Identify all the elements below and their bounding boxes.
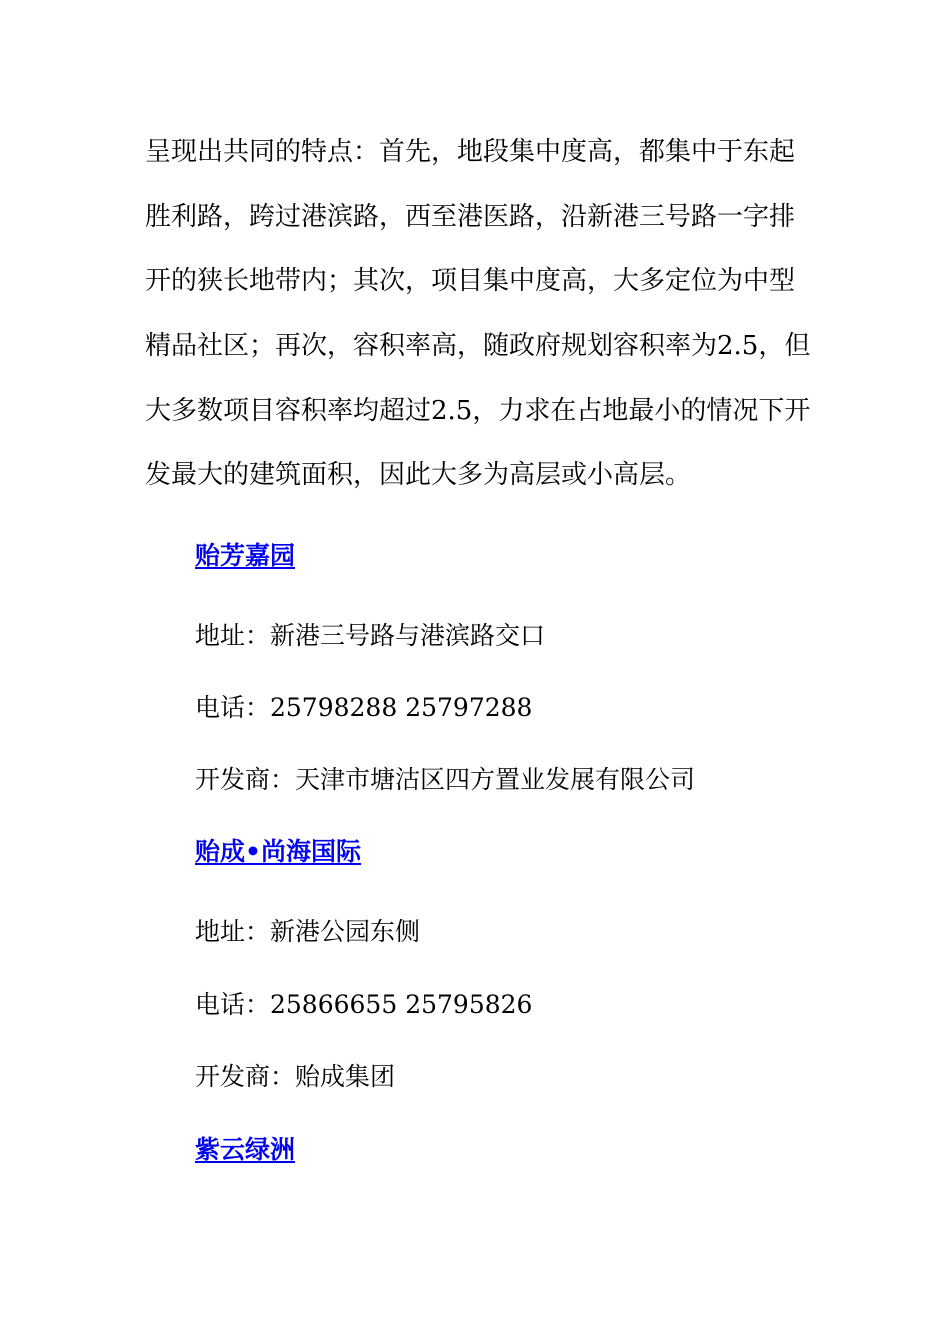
project-developer: 开发商：天津市塘沽区四方置业发展有限公司 — [195, 765, 696, 794]
project-address: 地址：新港公园东侧 — [195, 917, 421, 946]
intro-paragraph-line: 精品社区；再次，容积率高，随政府规划容积率为2.5，但 — [145, 331, 811, 361]
project-developer: 开发商：贻成集团 — [195, 1062, 396, 1091]
project-link-yifang-jiayuan[interactable]: 贻芳嘉园 — [195, 541, 296, 570]
intro-paragraph-line: 发最大的建筑面积，因此大多为高层或小高层。 — [145, 460, 692, 490]
intro-paragraph-line: 胜利路，跨过港滨路，西至港医路，沿新港三号路一字排 — [145, 202, 796, 232]
project-phone: 电话：25798288 25797288 — [195, 693, 533, 722]
intro-paragraph-line: 大多数项目容积率均超过2.5，力求在占地最小的情况下开 — [145, 396, 811, 426]
intro-paragraph-line: 开的狭长地带内；其次，项目集中度高，大多定位为中型 — [145, 266, 796, 296]
project-phone: 电话：25866655 25795826 — [195, 990, 533, 1019]
project-link-ziyun-lvzhou[interactable]: 紫云绿洲 — [195, 1135, 296, 1164]
project-address: 地址：新港三号路与港滨路交口 — [195, 621, 546, 650]
intro-paragraph-line: 呈现出共同的特点：首先，地段集中度高，都集中于东起 — [145, 137, 796, 167]
project-link-yicheng-shanghai[interactable]: 贻成•尚海国际 — [195, 837, 361, 866]
